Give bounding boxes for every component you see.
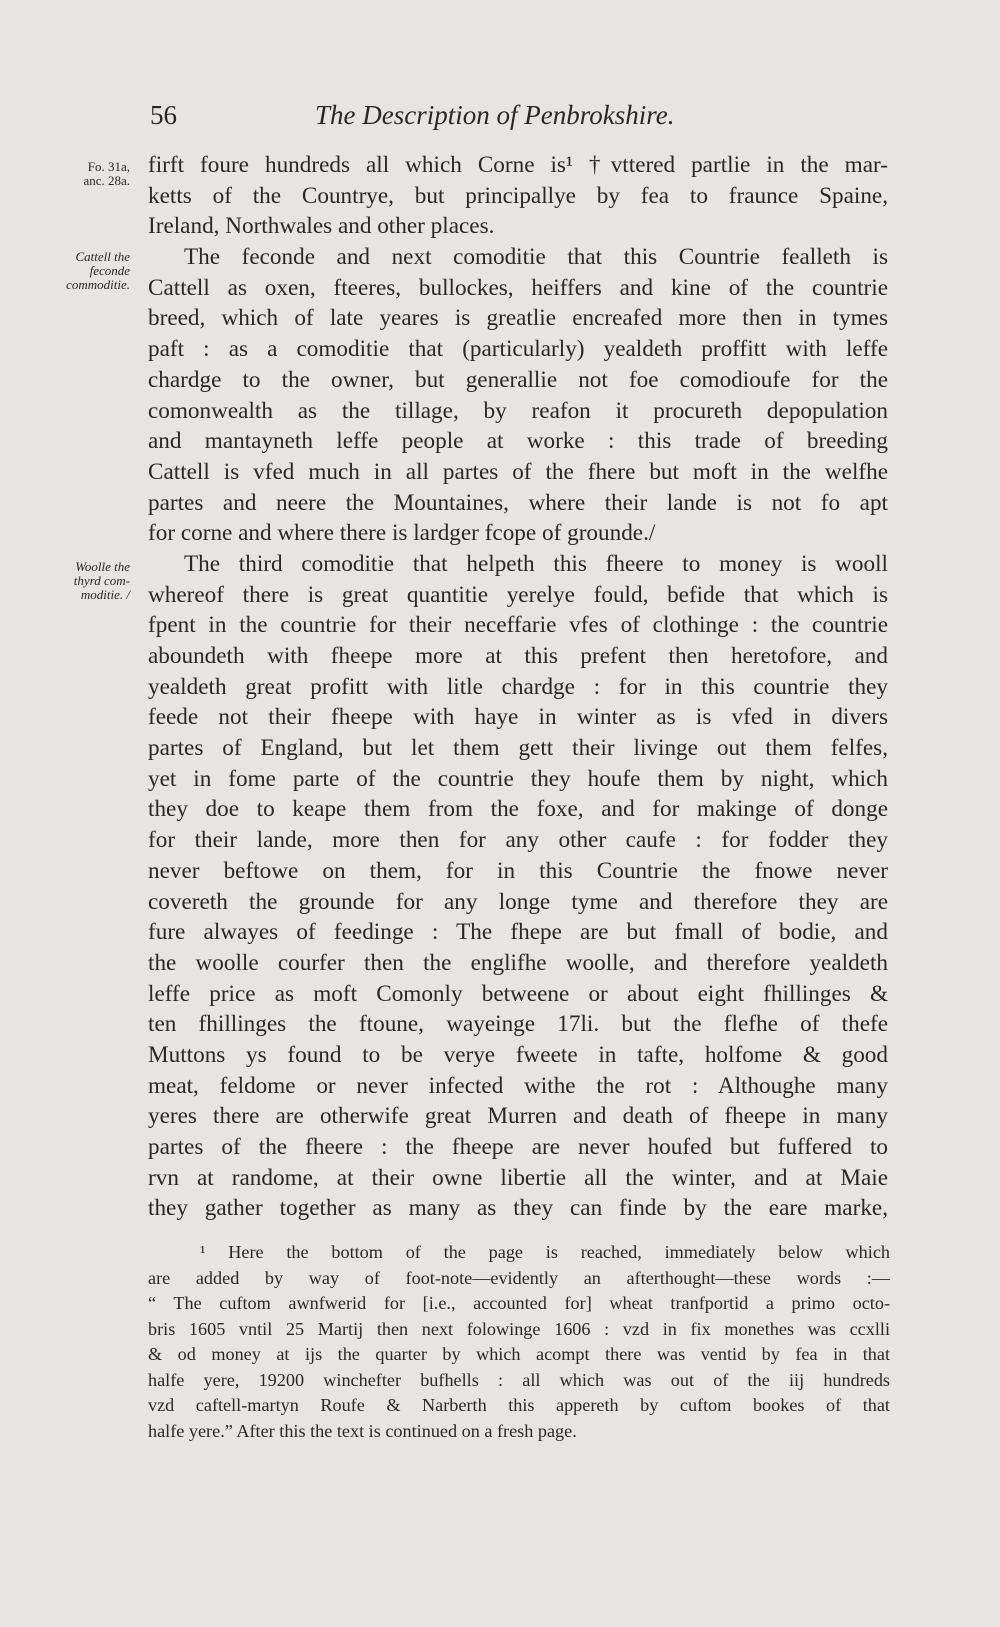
text-line: for corne and where there is lardger fcope of grounde./ — [148, 520, 656, 547]
text-line: fure alwayes of feedinge : The fhepe are but fmall of bodie, and — [148, 919, 888, 946]
text-line: Cattell is vfed much in all partes of the fhere but moft in the welfhe — [148, 458, 888, 485]
text-line: leffe price as moft Comonly betweene or about eight fhillinges & — [148, 980, 888, 1007]
text-line: firft foure hundreds all which Corne is¹ †vttered partlie in the mar- — [148, 152, 888, 178]
margin-note-cattell — [42, 250, 130, 292]
text-line: chardge to the owner, but generallie not foe comodioufe for the — [148, 366, 888, 393]
text-line: meat, feldome or never infected withe the rot : Althoughe many — [148, 1072, 888, 1099]
text-line: aboundeth with fheepe more at this prefent then heretofore, and — [148, 643, 888, 669]
text-line: Cattell as oxen, fteeres, bullockes, heiffers and kine of the countrie — [148, 274, 888, 301]
text-line: Muttons ys found to be verye fweete in tafte, holfome & good — [148, 1041, 888, 1068]
text-line: yealdeth great profitt with litle chardge : for in this countrie they — [148, 673, 888, 700]
footnote-line: vzd caftell-martyn Roufe & Narberth this appereth by cuftom bookes of that — [148, 1395, 890, 1415]
footnote-line: are added by way of foot-note—evidently an afterthought—these words :— — [148, 1267, 890, 1288]
footnote-line: & od money at ijs the quarter by which acompt there was ventid by fea in that — [148, 1344, 890, 1364]
text-line: Ireland, Northwales and other places. — [148, 213, 495, 240]
margin-note-line: anc. 28a. — [83, 173, 130, 188]
text-line: they gather together as many as they can finde by the eare marke, — [148, 1195, 888, 1222]
margin-note-line: commoditie. — [66, 277, 130, 292]
text-line: yet in fome parte of the countrie they houfe them by night, which — [148, 765, 888, 792]
page-number: 56 — [150, 100, 177, 130]
footnote-line: halfe yere.” After this the text is continued on a fresh page. — [148, 1420, 577, 1441]
text-line: The third comoditie that helpeth this fheere to money is wooll — [184, 550, 888, 577]
running-title: The Description of Penbrokshire. — [315, 100, 675, 130]
margin-note-folio — [42, 160, 130, 188]
text-line: the woolle courfer then the englifhe woolle, and therefore yealdeth — [148, 949, 888, 976]
text-line: yeres there are otherwife great Murren and death of fheepe in many — [148, 1103, 888, 1130]
text-line: for their lande, more then for any other caufe : for fodder they — [148, 827, 888, 854]
footnote-line: bris 1605 vntil 25 Martij then next folowinge 1606 : vzd in fix monethes was ccxlli — [148, 1318, 890, 1339]
main-text — [148, 150, 888, 1224]
text-line: The feconde and next comoditie that this Countrie fealleth is — [184, 244, 888, 271]
text-line: they doe to keape them from the foxe, and for makinge of donge — [148, 796, 888, 823]
margin-note-woolle — [42, 560, 130, 602]
text-line: whereof there is great quantitie yerelye fould, befide that which is — [148, 581, 888, 608]
margin-note-line: feconde — [89, 263, 130, 278]
text-line: breed, which of late yeares is greatlie encreafed more then in tymes — [148, 305, 888, 332]
footnote — [148, 1240, 890, 1444]
text-line: paft : as a comoditie that (particularly) yealdeth proffitt with leffe — [148, 336, 888, 363]
page-header — [100, 100, 740, 140]
text-line: ketts of the Countrye, but principallye by fea to fraunce Spaine, — [148, 182, 888, 209]
margin-note-line: Woolle the — [75, 559, 130, 574]
text-line: partes of England, but let them gett their livinge out them felfes, — [148, 735, 888, 762]
footnote-line: “ The cuftom awnfwerid for [i.e., accounted for] wheat tranfportid a primo octo- — [148, 1293, 890, 1313]
margin-note-line: moditie. / — [80, 587, 130, 602]
text-line: covereth the grounde for any longe tyme and therefore they are — [148, 888, 888, 915]
text-line: partes of the fheere : the fheepe are never houfed but fuffered to — [148, 1134, 888, 1160]
text-line: partes and neere the Mountaines, where their lande is not fo apt — [148, 489, 888, 516]
footnote-line: ¹ Here the bottom of the page is reached, immediately below which — [200, 1242, 890, 1262]
text-line: never beftowe on them, for in this Countrie the fnowe never — [148, 857, 888, 884]
footnote-line: halfe yere, 19200 winchefter bufhells : all which was out of the iij hundreds — [148, 1369, 890, 1390]
text-line: fpent in the countrie for their neceffarie vfes of clothinge : the countrie — [148, 612, 888, 639]
text-line: ten fhillinges the ftoune, wayeinge 17li. but the flefhe of thefe — [148, 1011, 888, 1038]
text-line: and mantayneth leffe people at worke : this trade of breeding — [148, 428, 888, 455]
text-line: comonwealth as the tillage, by reafon it procureth depopulation — [148, 397, 888, 424]
text-line: rvn at randome, at their owne libertie all the winter, and at Maie — [148, 1164, 888, 1191]
margin-note-line: thyrd com- — [73, 573, 130, 588]
margin-note-line: Cattell the — [75, 249, 130, 264]
margin-note-line: Fo. 31a, — [87, 159, 130, 174]
text-line: feede not their fheepe with haye in winter as is vfed in divers — [148, 704, 888, 731]
